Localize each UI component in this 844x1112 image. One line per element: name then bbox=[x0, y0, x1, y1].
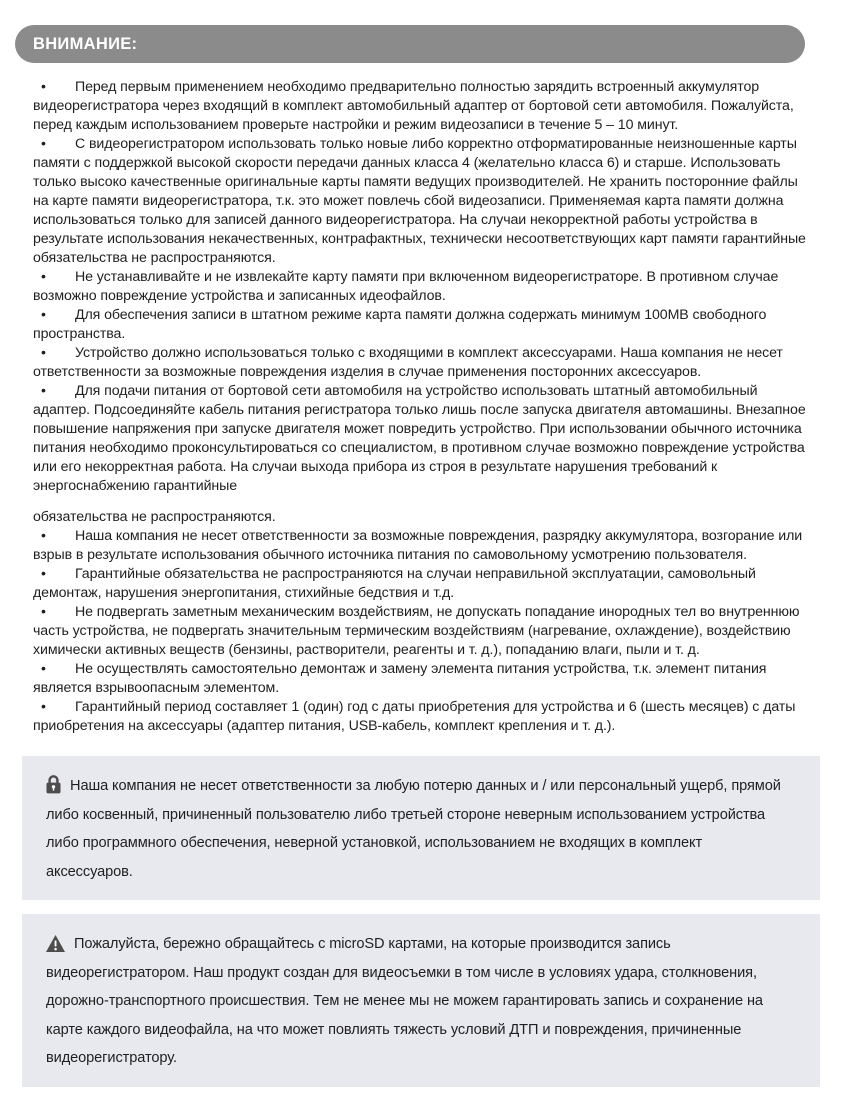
attention-title: ВНИМАНИЕ: bbox=[33, 34, 138, 53]
bullet-marker: • bbox=[41, 307, 46, 323]
bullet-marker: • bbox=[41, 269, 46, 285]
warning-bullet bbox=[33, 603, 809, 660]
bullet-marker: • bbox=[41, 528, 46, 544]
warning-text: Гарантийный период составляет 1 (один) год с даты приобретения для устройства и 6 (шесть месяцев) с даты приобретения на аксессуары (адаптер питания, USB-кабель, комплект крепления и т. д.). bbox=[33, 699, 796, 734]
warning-text: Гарантийные обязательства не распространяются на случаи неправильной эксплуатации, самовольный демонтаж, нарушения энергопитания, стихийные бедствия и т.д. bbox=[33, 566, 756, 601]
warning-bullet bbox=[33, 382, 809, 496]
warning-text: Не подвергать заметным механическим воздействиям, не допускать попадание инородных тел во внутреннюю часть устройства, не подвергать значительным термическим воздействиям (нагревание, охлаждение), воздействию химически активных веществ (бензины, растворители, реагенты и т. д.), попаданию влаги, пыли и т. д. bbox=[33, 604, 800, 658]
bullet-marker: • bbox=[41, 383, 46, 399]
warning-bullet bbox=[33, 78, 809, 135]
warning-text: Устройство должно использоваться только с входящими в комплект аксессуарами. Наша компания не несет ответственности за возможные повреждения изделия в случае применения посторонних аксессуаров. bbox=[33, 345, 783, 380]
warning-bullet bbox=[33, 565, 809, 603]
warning-bullet bbox=[33, 344, 809, 382]
microsd-note bbox=[22, 914, 820, 1087]
warning-bullet bbox=[33, 306, 809, 344]
warning-text: Не устанавливайте и не извлекайте карту памяти при включенном видеорегистраторе. В противном случае возможно повреждение устройства и записанных идеофайлов. bbox=[33, 269, 779, 304]
bullet-marker: • bbox=[41, 345, 46, 361]
bullet-marker: • bbox=[41, 566, 46, 582]
warning-text: Не осуществлять самостоятельно демонтаж и замену элемента питания устройства, т.к. элемент питания является взрывоопасным элементом. bbox=[33, 661, 767, 696]
liability-note-text: Наша компания не несет ответственности за любую потерю данных и / или персональный ущерб, прямой либо косвенный, причиненный пользователю либо третьей стороне неверным использованием устройства либо программного обеспечения, неверной установкой, использованием не входящих в комплект аксессуаров. bbox=[46, 778, 781, 880]
warning-bullet bbox=[33, 698, 809, 736]
lock-icon bbox=[46, 775, 61, 794]
bullet-marker: • bbox=[41, 661, 46, 677]
warning-text: Перед первым применением необходимо предварительно полностью зарядить встроенный аккумулятор видеорегистратора через входящий в комплект автомобильный адаптер от бортовой сети автомобиля. Пожалуйста, перед каждым использованием проверьте настройки и режим видеозаписи в течение 5 – 10 минут. bbox=[33, 79, 794, 133]
manual-page bbox=[0, 25, 844, 1112]
warning-bullet bbox=[33, 660, 809, 698]
warning-text: С видеорегистратором использовать только новые либо корректно отформатированные неизношенные карты памяти с поддержкой высокой скорости передачи данных класса 4 (желательно класса 6) и старше. Использовать только высоко качественные оригинальные карты памяти ведущих производителей. Не хранить посторонние файлы на карте памяти видеорегистратора, т.к. это может повлечь сбой видеозаписи. Применяемая карта памяти должна использоваться только для записей данного видеорегистратора. На случаи некорректной работы устройства в результате использования некачественных, контрафактных, технически несоответствующих карт памяти гарантийные обязательства не распространяются. bbox=[33, 136, 806, 266]
bullet-marker: • bbox=[41, 604, 46, 620]
warning-triangle-icon bbox=[46, 935, 65, 952]
bullet-marker: • bbox=[41, 136, 46, 152]
warning-text: Для подачи питания от бортовой сети автомобиля на устройство использовать штатный автомобильный адаптер. Подсоединяйте кабель питания регистратора только лишь после запуска двигателя автомашины. Внезапное повышение напряжения при запуске двигателя может повредить устройство. При использовании обычного источника питания необходимо проконсультироваться со специалистом, в противном случае возможно повреждение устройства или его некорректная работа. На случаи выхода прибора из строя в результате нарушения требований к энергоснабжению гарантийные bbox=[33, 383, 806, 494]
warning-bullet bbox=[33, 135, 809, 268]
attention-header bbox=[15, 25, 805, 63]
warning-text: Наша компания не несет ответственности за возможные повреждения, разрядку аккумулятора, возгорание или взрыв в результате использования обычного источника питания по самовольному усмотрению пользователя. bbox=[33, 528, 803, 563]
warning-text: Для обеспечения записи в штатном режиме карта памяти должна содержать минимум 100MB свободного пространства. bbox=[33, 307, 767, 342]
warning-list bbox=[0, 63, 844, 736]
bullet-marker: • bbox=[41, 699, 46, 715]
liability-note bbox=[22, 756, 820, 900]
warning-continuation: обязательства не распространяются. bbox=[33, 509, 276, 525]
warning-bullet bbox=[33, 527, 809, 565]
microsd-note-text: Пожалуйста, бережно обращайтесь с microSD картами, на которые производится запись видеорегистратором. Наш продукт создан для видеосъемки в том числе в условиях удара, столкновения, дорожно-транспортного происшествия. Тем не менее мы не можем гарантировать запись и сохранение на карте каждого видеофайла, на что может повлиять тяжесть условий ДТП и повреждения, причиненные видеорегистратору. bbox=[46, 936, 763, 1066]
bullet-marker: • bbox=[41, 79, 46, 95]
warning-bullet bbox=[33, 268, 809, 306]
